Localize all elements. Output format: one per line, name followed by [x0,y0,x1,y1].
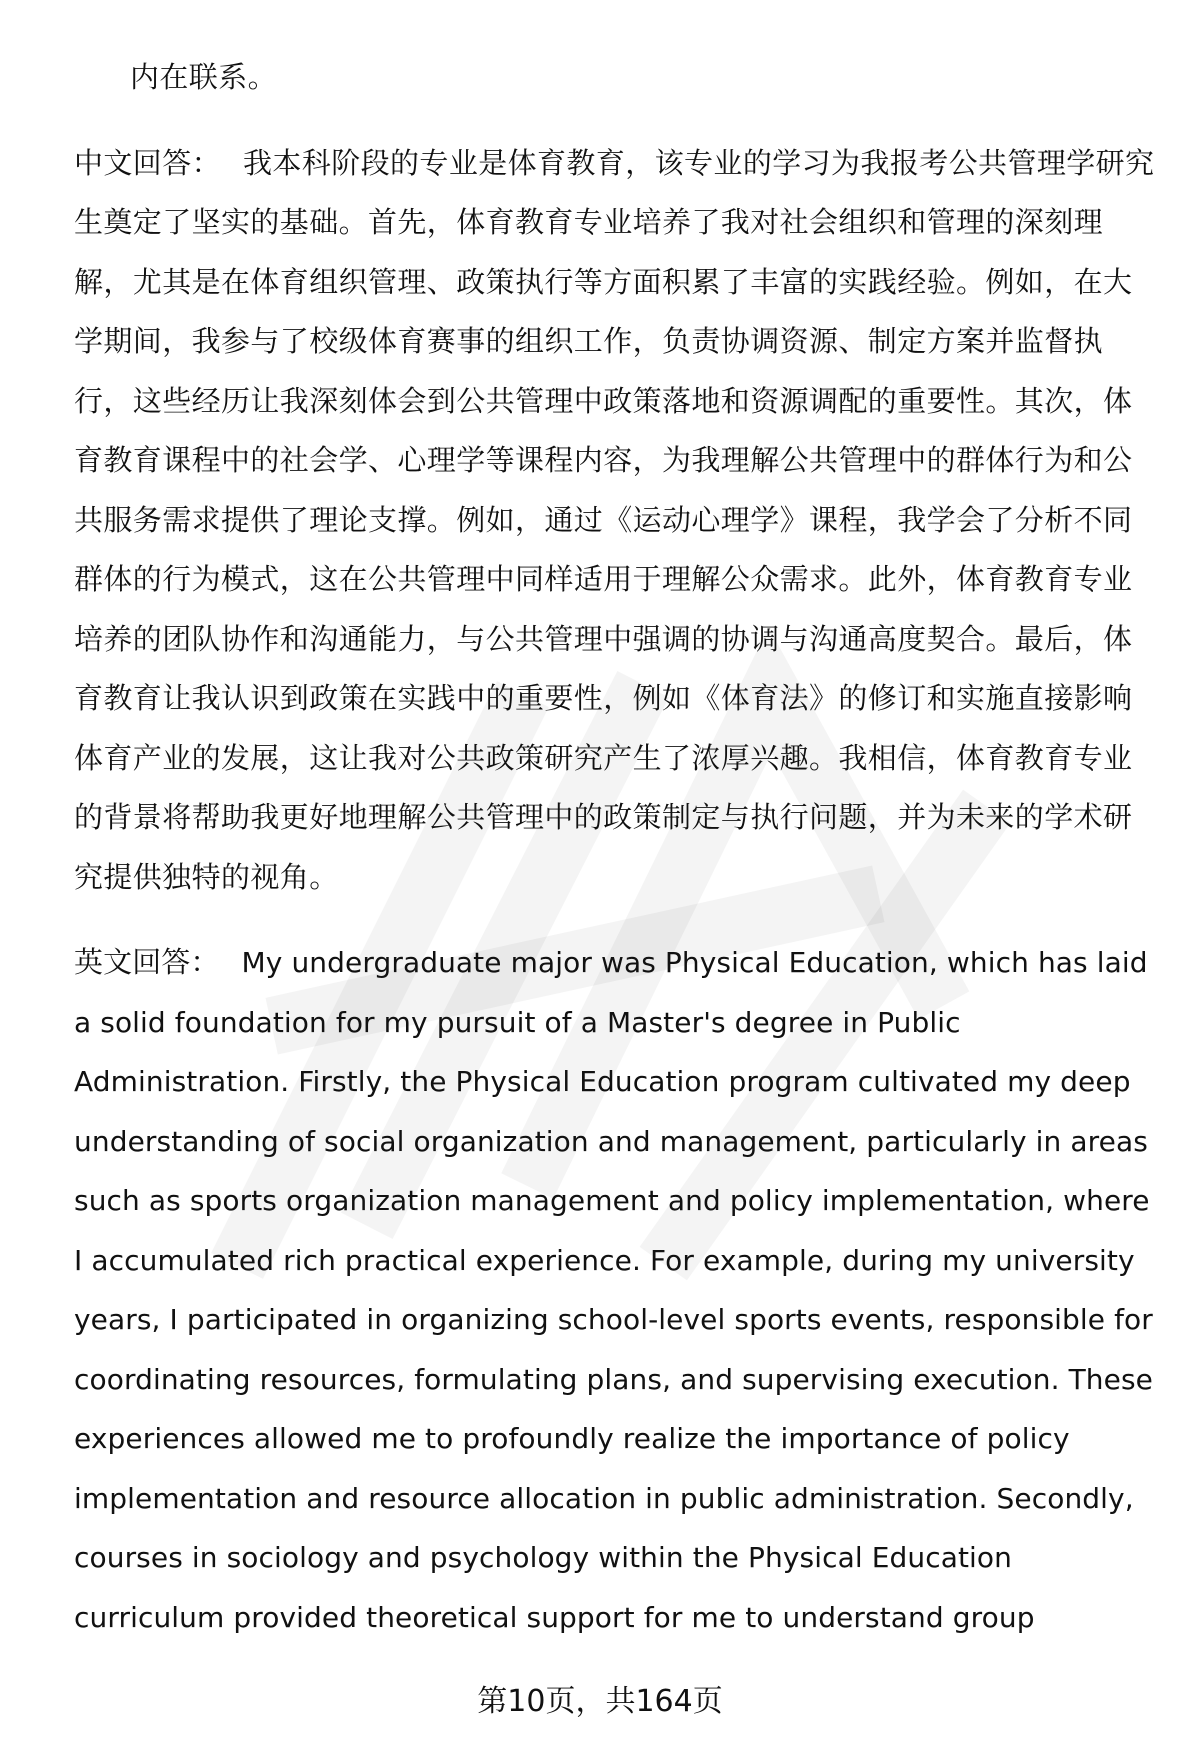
text-line: 体育产业的发展，这让我对公共政策研究产生了浓厚兴趣。我相信，体育教育专业 [74,740,1133,775]
text-line [74,134,1154,194]
text-line: implementation and resource allocation in public administration. Secondly, [74,1481,1134,1515]
text-line: coordinating resources, formulating plans, and supervising execution. These [74,1362,1153,1396]
paragraph-gap [74,907,1154,933]
chinese-answer [74,134,1154,908]
page-number-footer: 第10页，共164页 [477,1684,723,1719]
text-line: curriculum provided theoretical support for me to understand group [74,1600,1035,1634]
text-line: 究提供独特的视角。 [74,859,339,894]
text-line-content: 我本科阶段的专业是体育教育，该专业的学习为我报考公共管理学研究 [243,145,1155,180]
text-line: years, I participated in organizing school-level sports events, responsible for [74,1303,1153,1336]
text-line: 育教育课程中的社会学、心理学等课程内容，为我理解公共管理中的群体行为和公 [74,443,1133,477]
paragraph-gap [74,108,1154,134]
document-body [74,48,1154,1647]
text-line: 培养的团队协作和沟通能力，与公共管理中强调的协调与沟通高度契合。最后，体 [74,621,1133,656]
text-line: 共服务需求提供了理论支撑。例如，通过《运动心理学》课程，我学会了分析不同 [74,502,1133,537]
text-line: 解，尤其是在体育组织管理、政策执行等方面积累了丰富的实践经验。例如，在大 [74,264,1133,299]
text-line: Administration. Firstly, the Physical Education program cultivated my deep [74,1065,1131,1098]
text-line: 群体的行为模式，这在公共管理中同样适用于理解公众需求。此外，体育教育专业 [74,562,1133,596]
text-line-content: My undergraduate major was Physical Education, which has laid [241,946,1148,979]
chinese-answer-label: 中文回答： [74,145,222,180]
text-line [74,933,1154,993]
text-line: 的背景将帮助我更好地理解公共管理中的政策制定与执行问题，并为未来的学术研 [74,800,1133,834]
text-line: I accumulated rich practical experience. For example, during my university [74,1243,1135,1277]
english-answer [74,933,1154,1647]
text-line: courses in sociology and psychology within the Physical Education [74,1541,1013,1574]
text-line: 学期间，我参与了校级体育赛事的组织工作，负责协调资源、制定方案并监督执 [74,324,1104,358]
text-line: such as sports organization management and policy implementation, where [74,1184,1150,1217]
text-line: 育教育让我认识到政策在实践中的重要性，例如《体育法》的修订和实施直接影响 [74,681,1133,715]
text-line: experiences allowed me to profoundly realize the importance of policy [74,1422,1070,1455]
text-line: 生奠定了坚实的基础。首先，体育教育专业培养了我对社会组织和管理的深刻理 [74,205,1104,239]
english-answer-label: 英文回答： [74,945,220,979]
text-line: understanding of social organization and management, particularly in areas [74,1124,1148,1158]
text-line: 行，这些经历让我深刻体会到公共管理中政策落地和资源调配的重要性。其次，体 [74,383,1133,418]
text-line: a solid foundation for my pursuit of a Master's degree in Public [74,1005,961,1039]
continuation-line: 内在联系。 [130,60,278,94]
